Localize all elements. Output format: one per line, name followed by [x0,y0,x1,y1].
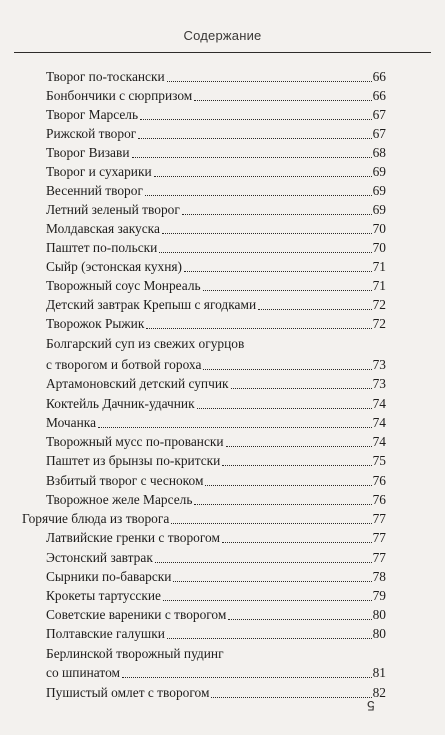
toc-entry-page: 77 [372,530,386,545]
leader-dots [159,252,371,253]
leader-dots [167,81,372,82]
toc-entry[interactable] [46,201,386,219]
toc-entry-page: 69 [372,164,386,179]
toc-entry-page: 68 [372,145,386,160]
toc-entry-title: Молдавская закуска [46,221,160,236]
leader-dots [145,195,372,196]
toc-entry-page: 69 [372,183,386,198]
toc-entry-title: Коктейль Дачник-удачник [46,396,195,411]
toc-entry-page: 80 [372,626,386,641]
toc-entry[interactable] [46,433,386,451]
toc-entry[interactable] [46,87,386,105]
toc-entry-title-line2: с творогом и ботвой гороха [46,357,202,372]
toc-entry[interactable] [46,625,386,643]
toc-entry-title: Творог Марсель [46,107,139,122]
toc-entry-page: 77 [372,511,386,526]
toc-entry-title: Творог по-тоскански [46,69,165,84]
leader-dots [203,290,372,291]
toc-entry-title: Эстонский завтрак [46,550,153,565]
leader-dots [171,523,371,524]
toc-entry-title: Детский завтрак Крепыш с ягодками [46,297,257,312]
leader-dots [132,157,372,158]
toc-entry-title: Берлинской творожный пудинг [46,646,224,661]
toc-entry-page: 72 [372,316,386,331]
toc-entry-page: 77 [372,550,386,565]
toc-entry-title: Творожное желе Марсель [46,492,193,507]
toc-entry-title: Весенний творог [46,183,143,198]
leader-dots [231,388,372,389]
leader-dots [211,697,371,698]
leader-dots [162,233,372,234]
toc-entry[interactable] [46,549,386,567]
toc-entry-page: 74 [372,415,386,430]
toc-entry-title: Паштет из брынзы по-критски [46,453,221,468]
toc-entry-title: Взбитый творог с чесноком [46,473,204,488]
leader-dots [138,138,371,139]
toc-entry-page: 70 [372,240,386,255]
leader-dots [194,504,371,505]
toc-entry-continuation[interactable] [46,356,386,374]
toc-entry[interactable] [46,296,386,314]
toc-entry[interactable] [46,587,386,605]
toc-entry-page: 82 [372,685,386,700]
toc-entry[interactable] [46,395,386,413]
toc-section-heading[interactable] [22,510,386,528]
toc-entry-page: 79 [372,588,386,603]
toc-entry-title: Советские вареники с творогом [46,607,227,622]
toc-entry-title: Латвийские гренки с творогом [46,530,220,545]
toc-entry[interactable] [46,529,386,547]
leader-dots [163,600,372,601]
toc-entry[interactable] [46,472,386,490]
toc-entry-title: Творожный мусс по-провански [46,434,224,449]
toc-entry[interactable] [46,568,386,586]
toc-entry-title: Рижской творог [46,126,137,141]
toc-entry-title: Творожный соус Монреаль [46,278,201,293]
toc-entry-page: 69 [372,202,386,217]
toc-entry-title: Бонбончики с сюрпризом [46,88,193,103]
toc-entry-page: 73 [372,357,386,372]
toc-entry-page: 74 [372,396,386,411]
leader-dots [173,581,371,582]
toc-entry-title: Крокеты тартусские [46,588,161,603]
toc-entry[interactable] [46,144,386,162]
toc-entry-page: 66 [372,88,386,103]
toc-entry-page: 71 [372,278,386,293]
toc-entry[interactable] [46,606,386,624]
leader-dots [122,677,372,678]
toc-entry[interactable] [46,277,386,295]
toc-entry[interactable] [46,258,386,276]
toc-entry[interactable] [46,182,386,200]
toc-entry[interactable] [46,315,386,333]
toc-entry[interactable] [46,239,386,257]
toc-entry-page: 67 [372,126,386,141]
page-number: 5 [367,698,375,714]
toc-entry-title: Полтавские галушки [46,626,165,641]
toc-entry-title: Паштет по-польски [46,240,158,255]
toc-entry[interactable] [46,645,386,663]
toc-entry[interactable] [46,335,386,353]
leader-dots [98,427,372,428]
leader-dots [228,619,371,620]
toc-entry-page: 80 [372,607,386,622]
toc-entry[interactable] [46,491,386,509]
toc-entry-page: 66 [372,69,386,84]
leader-dots [222,465,371,466]
leader-dots [197,408,372,409]
leader-dots [226,446,372,447]
toc-section-title: Горячие блюда из творога [22,511,170,526]
toc-entry[interactable] [46,375,386,393]
toc-entry-title: Артамоновский детский супчик [46,376,229,391]
leader-dots [203,369,371,370]
leader-dots [184,271,372,272]
toc-entry-page: 76 [372,492,386,507]
toc-entry[interactable] [46,684,386,702]
toc-entry-title: Творожок Рыжик [46,316,145,331]
leader-dots [182,214,372,215]
toc-entry-title: Сыйр (эстонская кухня) [46,259,183,274]
toc-entry-page: 76 [372,473,386,488]
leader-dots [205,485,371,486]
toc-entry-page: 81 [372,665,386,680]
toc-entry[interactable] [46,68,386,86]
toc-entry-title: Болгарский суп из свежих огурцов [46,336,245,351]
toc-entry-title-line2: со шпинатом [46,665,120,680]
toc-entry-title: Творог и сухарики [46,164,152,179]
toc-entry-page: 74 [372,434,386,449]
toc-entry-page: 78 [372,569,386,584]
leader-dots [154,176,372,177]
leader-dots [146,328,371,329]
toc-entry-page: 73 [372,376,386,391]
toc-entry-title: Мочанка [46,415,97,430]
leader-dots [140,119,372,120]
toc-entry[interactable] [46,125,386,143]
leader-dots [222,542,372,543]
toc-entry[interactable] [46,163,386,181]
toc-entry-title: Пушистый омлет с творогом [46,685,210,700]
toc-entry-title: Сырники по-баварски [46,569,172,584]
toc-entry[interactable] [46,452,386,470]
leader-dots [258,309,371,310]
toc-entry-page: 71 [372,259,386,274]
toc-entry-title: Летний зеленый творог [46,202,180,217]
toc-entry[interactable] [46,220,386,238]
page-header-title: Содержание [183,28,262,43]
toc-entry-title: Творог Визави [46,145,130,160]
toc-entry-page: 70 [372,221,386,236]
leader-dots [194,100,371,101]
toc-entry-page: 75 [372,453,386,468]
toc-entry-page: 67 [372,107,386,122]
leader-dots [155,562,372,563]
toc-entry[interactable] [46,414,386,432]
toc-entry-page: 72 [372,297,386,312]
toc-entry-continuation[interactable] [46,664,386,682]
leader-dots [167,638,372,639]
toc-entry[interactable] [46,106,386,124]
